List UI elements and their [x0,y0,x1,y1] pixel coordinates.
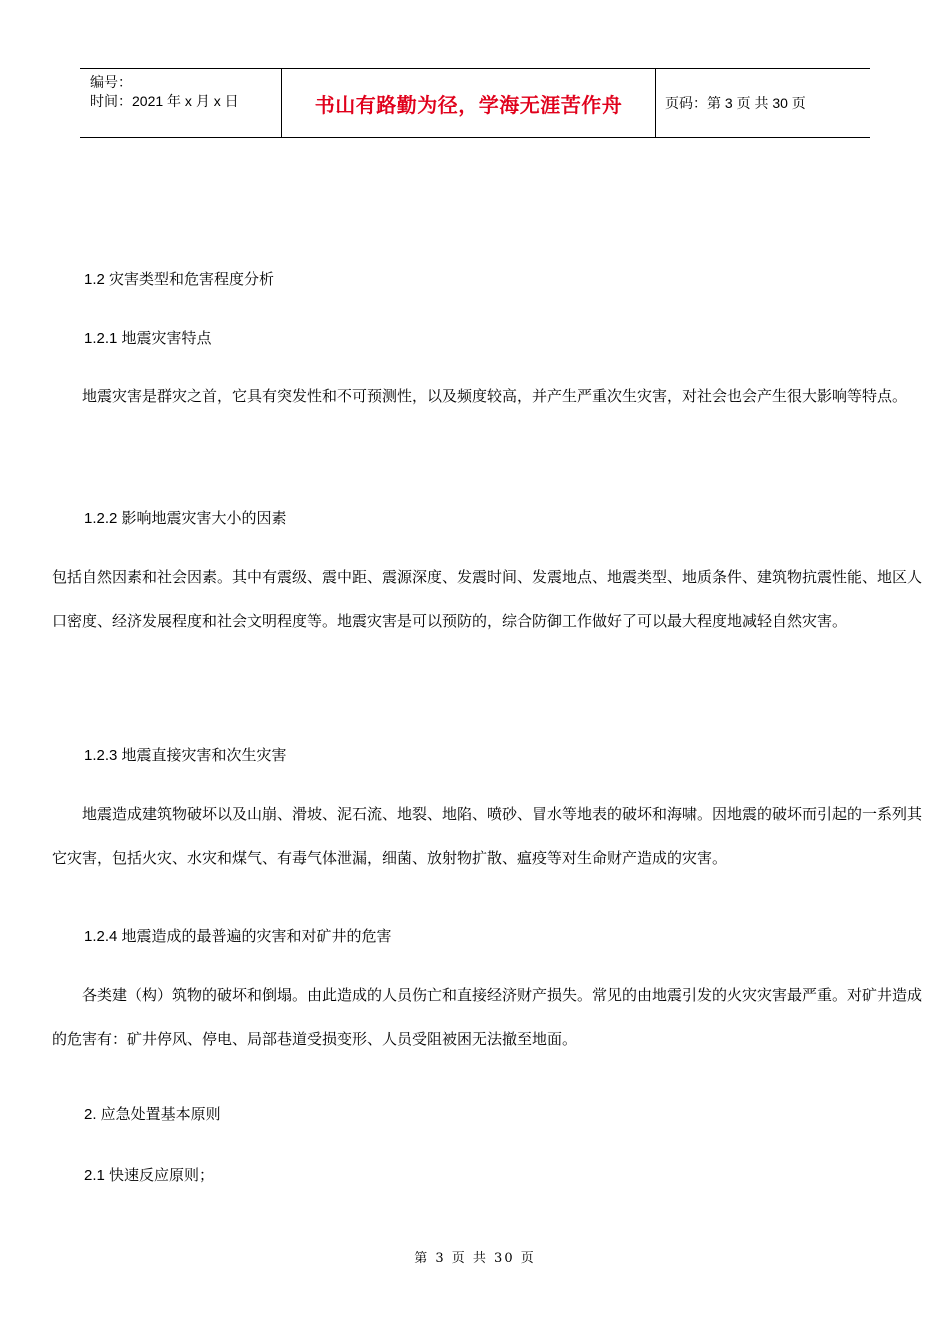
header-page-info: 页码：第 3 页 共 30 页 [665,95,806,111]
heading-1-2-1: 1.2.1 地震灾害特点 [84,330,212,347]
header-divider [655,69,656,137]
paragraph-1-2-3: 地震造成建筑物破坏以及山崩、滑坡、泥石流、地裂、地陷、喷砂、冒水等地表的破坏和海啸。因地震的破坏而引起的一系列其它灾害，包括火灾、水灾和煤气、有毒气体泄漏，细菌、放射物扩散、瘟疫等对生命财产造成的灾害。 [52,805,923,867]
page-footer: 第 3 页 共 30 页 [414,1251,536,1266]
heading-2-1: 2.1 快速反应原则； [84,1167,215,1184]
page-header [80,68,870,138]
paragraph-1-2-1: 地震灾害是群灾之首，它具有突发性和不可预测性，以及频度较高，并产生严重次生灾害，对社会也会产生很大影响等特点。 [52,387,908,405]
heading-1-2: 1.2 灾害类型和危害程度分析 [84,271,275,288]
header-motto: 书山有路勤为径，学海无涯苦作舟 [314,92,623,117]
heading-1-2-4: 1.2.4 地震造成的最普遍的灾害和对矿井的危害 [84,928,392,945]
heading-1-2-3: 1.2.3 地震直接灾害和次生灾害 [84,747,287,764]
heading-1-2-2: 1.2.2 影响地震灾害大小的因素 [84,510,287,527]
date-label: 时间：2021 年 x 月 x 日 [90,93,239,109]
heading-2: 2. 应急处置基本原则 [84,1106,221,1123]
header-meta [90,73,239,111]
paragraph-1-2-2: 包括自然因素和社会因素。其中有震级、震中距、震源深度、发震时间、发震地点、地震类型、地质条件、建筑物抗震性能、地区人口密度、经济发展程度和社会文明程度等。地震灾害是可以预防的，综合防御工作做好了可以最大程度地减轻自然灾害。 [52,568,923,630]
number-label: 编号： [90,74,132,90]
paragraph-1-2-4: 各类建（构）筑物的破坏和倒塌。由此造成的人员伤亡和直接经济财产损失。常见的由地震引发的火灾灾害最严重。对矿井造成的危害有：矿井停风、停电、局部巷道受损变形、人员受阻被困无法撤至地面。 [52,986,923,1048]
